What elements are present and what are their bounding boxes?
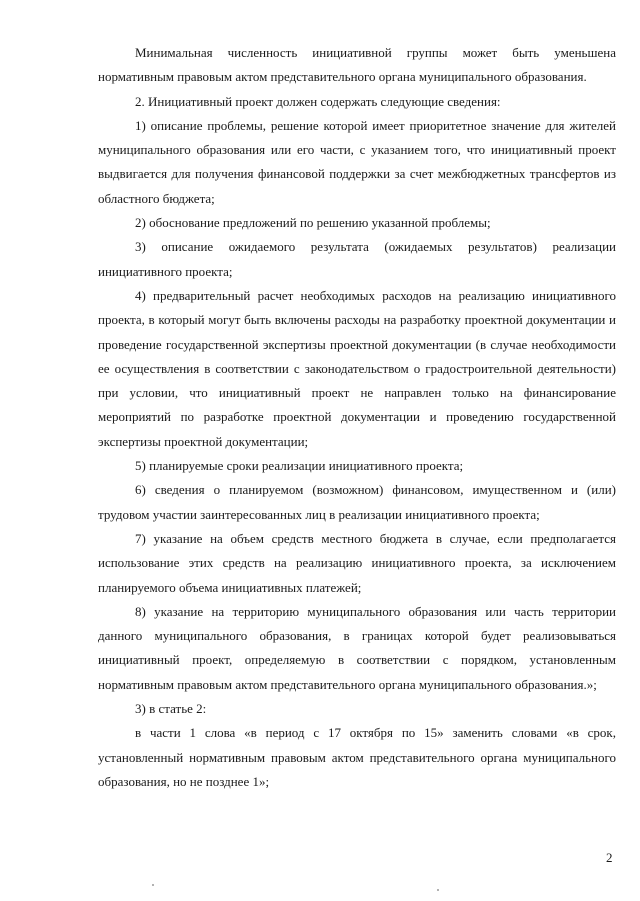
paragraph-subitem-1: 1) описание проблемы, решение которой имеет приоритетное значение для жителей муниципального образования или его части, с указанием того, что инициативный проект выдвигается для получения финансовой поддержки за счет межбюджетных трансфертов из областного бюджета;: [98, 117, 616, 206]
paragraph-subitem-2: 2) обоснование предложений по решению указанной проблемы;: [135, 215, 491, 231]
paragraph-subitem-3: 3) описание ожидаемого результата (ожидаемых результатов) реализации инициативного проекта;: [98, 239, 616, 279]
paragraph-min-group-size: Минимальная численность инициативной группы может быть уменьшена нормативным правовым актом представительного органа муниципального образования.: [98, 45, 616, 85]
paragraph-subitem-6: 6) сведения о планируемом (возможном) финансовом, имущественном и (или) трудовом участии заинтересованных лиц в реализации инициативного проекта;: [98, 482, 616, 522]
paragraph-article-2-amendment: 3) в статье 2:: [135, 701, 207, 717]
page-number: 2: [606, 850, 613, 865]
paragraph-subitem-8: 8) указание на территорию муниципального образования или часть территории данного муниципального образования, в границах которой будет реализовываться инициативный проект, определяемую в соответствии с порядком, установленным нормативным правовым актом представительного органа муниципального образования.»;: [98, 603, 616, 692]
paragraph-subitem-7: 7) указание на объем средств местного бюджета в случае, если предполагается использование этих средств на реализацию инициативного проекта, за исключением планируемого объема инициативных платежей;: [98, 530, 616, 595]
paragraph-subitem-4: 4) предварительный расчет необходимых расходов на реализацию инициативного проекта, в который могут быть включены расходы на разработку проектной документации и проведение государственной экспертизы проектной документации (в случае необходимости ее осуществления в соответствии с законодательством о градостроительной деятельности) при условии, что инициативный проект не направлен только на финансирование мероприятий по разработке проектной документации и проведению государственной экспертизы проектной документации;: [98, 287, 616, 449]
paragraph-subitem-5: 5) планируемые сроки реализации инициативного проекта;: [135, 458, 464, 474]
document-body: [98, 41, 616, 794]
paragraph-item-2-heading: 2. Инициативный проект должен содержать следующие сведения:: [135, 93, 501, 109]
paragraph-part-1-amendment: в части 1 слова «в период с 17 октября по 15» заменить словами «в срок, установленный нормативным правовым актом представительного органа муниципального образования, но не позднее 1»;: [98, 725, 616, 789]
scan-speck: [437, 889, 439, 891]
scan-speck: [152, 884, 154, 886]
